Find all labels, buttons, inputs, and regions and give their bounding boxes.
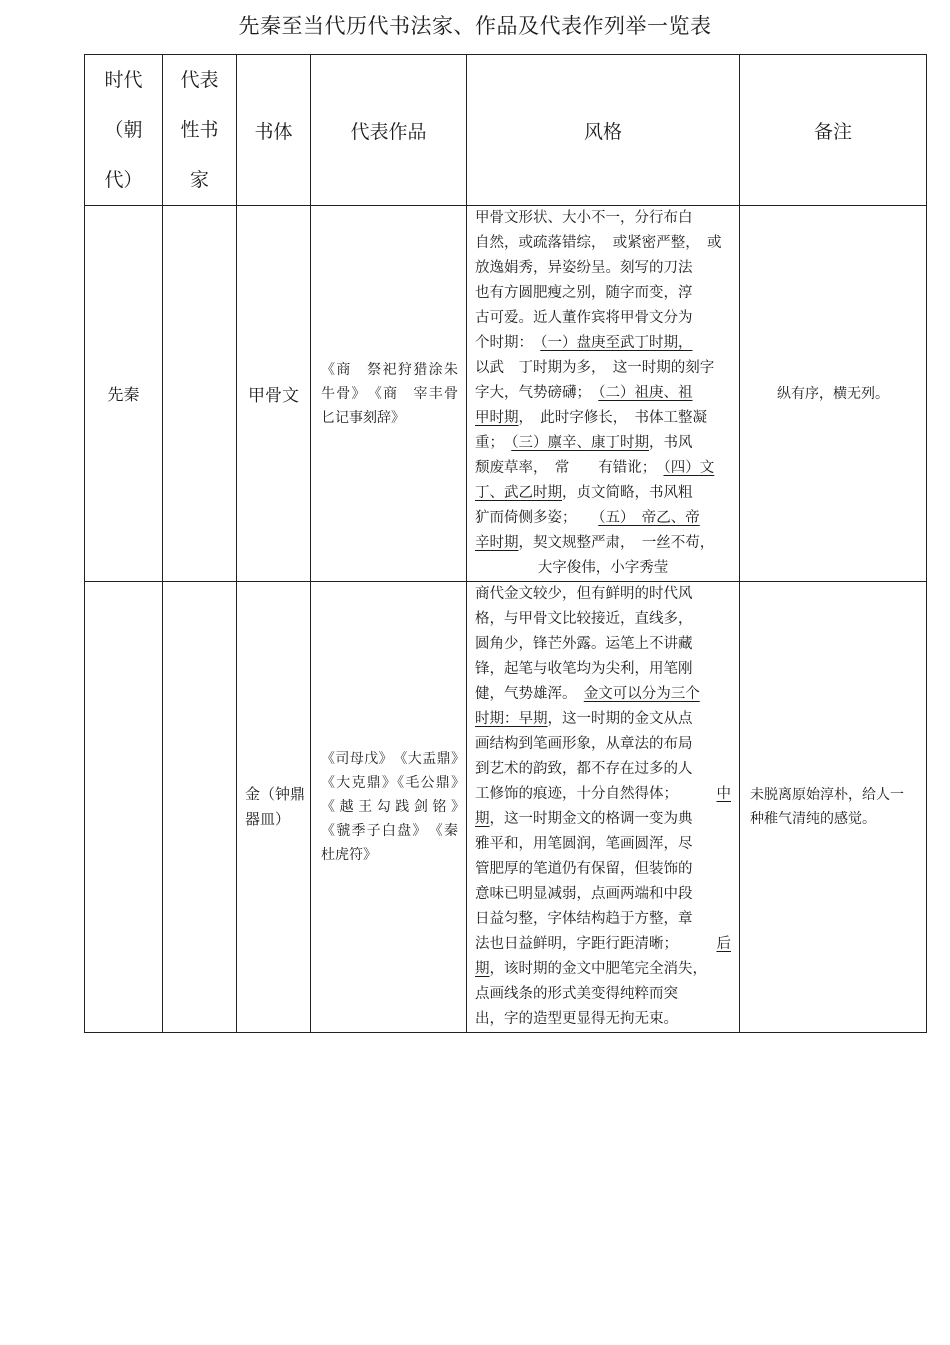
style-line: 大字俊伟，小字秀莹 <box>537 560 669 576</box>
style-line <box>475 331 731 356</box>
style-line: 商代金文较少，但有鲜明的时代风 <box>475 586 693 602</box>
style-line: 管肥厚的笔道仍有保留，但装饰的 <box>475 861 693 877</box>
cell-notes: 纵有序，横无列。 <box>740 206 927 582</box>
cell-dynasty <box>85 582 163 1033</box>
cell-works: 《商 祭祀狩猎涂朱牛骨》 《商 宰丰骨匕记事刻辞》 <box>311 206 467 582</box>
period-4-cont: 丁、武乙时期 <box>475 485 562 501</box>
style-line <box>475 531 731 556</box>
style-line <box>475 381 731 406</box>
style-line: 意味已明显减弱，点画两端和中段 <box>475 886 693 902</box>
style-text: 字大，气势磅礴； <box>475 385 599 401</box>
cell-calligrapher <box>163 582 237 1033</box>
style-line <box>475 506 731 531</box>
table-row <box>85 582 927 1033</box>
style-line <box>475 431 731 456</box>
period-5: （五） 帝乙、帝 <box>598 510 700 526</box>
header-calligrapher-line: 家 <box>189 169 209 191</box>
cell-script: 金（钟鼎器皿） <box>237 582 311 1033</box>
style-line <box>475 782 731 807</box>
style-line: 自然，或疏落错综， 或紧密严整， 或 <box>475 235 722 251</box>
calligraphy-table <box>84 54 927 1033</box>
periods-intro: 金文可以分为三个 <box>583 686 700 702</box>
style-line: 格，与甲骨文比较接近，直线多， <box>475 611 693 627</box>
style-text: 工修饰的痕迹，十分自然得体； <box>475 786 678 802</box>
style-line: 锋，起笔与收笔均为尖利，用笔刚 <box>475 661 693 677</box>
cell-script: 甲骨文 <box>237 206 311 582</box>
cell-dynasty: 先秦 <box>85 206 163 582</box>
period-late-cont: 期 <box>475 961 490 977</box>
style-line: 以武 丁时期为多， 这一时期的刻字 <box>475 360 715 376</box>
header-works: 代表作品 <box>311 55 467 206</box>
style-line: 古可爱。近人董作宾将甲骨文分为 <box>475 310 693 326</box>
cell-calligrapher <box>163 206 237 582</box>
style-line <box>475 456 731 481</box>
cell-notes: 未脱离原始淳朴，给人一种稚气清纯的感觉。 <box>740 582 927 1033</box>
header-calligrapher <box>163 55 237 206</box>
period-4: （四）文 <box>663 460 715 476</box>
style-line: 点画线条的形式美变得纯粹而突 <box>475 986 678 1002</box>
style-text: ，契文规整严肃， 一丝不苟， <box>518 535 715 551</box>
style-line: 甲骨文形状、大小不一，分行布白 <box>475 210 693 226</box>
style-line: 圆角少，锋芒外露。运笔上不讲藏 <box>475 636 693 652</box>
period-late: 后 <box>716 936 731 952</box>
style-text: 个时期： <box>475 335 541 351</box>
header-dynasty <box>85 55 163 206</box>
header-row <box>85 55 927 206</box>
style-line <box>475 932 731 957</box>
style-line <box>475 707 731 732</box>
header-calligrapher-line: 性书 <box>180 119 219 141</box>
style-line: 放逸娟秀，异姿纷呈。刻写的刀法 <box>475 260 693 276</box>
style-line <box>475 406 731 431</box>
header-dynasty-line: 时代 <box>104 69 143 91</box>
period-3: （三）廪辛、康丁时期 <box>511 435 649 451</box>
cell-style <box>467 206 740 582</box>
period-middle: 中 <box>716 786 731 802</box>
style-text: ，这一时期金文的格调一变为典 <box>489 811 693 827</box>
period-early: 时期：早期 <box>475 711 548 727</box>
style-line: 也有方圆肥瘦之别，随字而变，淳 <box>475 285 693 301</box>
header-style: 风格 <box>467 55 740 206</box>
style-text: ，书风 <box>649 435 693 451</box>
style-line: 日益匀整，字体结构趋于方整，章 <box>475 911 693 927</box>
cell-works: 《司母戊》 《大盂鼎》《大克鼎》《毛公鼎》 《越王勾践剑铭》 《虢季子白盘》 《秦杜虎符》 <box>311 582 467 1033</box>
style-line: 画结构到笔画形象，从章法的布局 <box>475 736 693 752</box>
header-dynasty-line: 代） <box>104 169 143 191</box>
header-script: 书体 <box>237 55 311 206</box>
style-text: 颓废草率， 常 有错讹； <box>475 460 664 476</box>
style-text: ，该时期的金文中肥笔完全消失， <box>489 961 707 977</box>
style-line <box>475 957 731 982</box>
period-1: （一）盘庚至武丁时期， <box>540 335 693 351</box>
style-text: 重； <box>475 435 512 451</box>
style-line: 雅平和，用笔圆润，笔画圆浑，尽 <box>475 836 693 852</box>
header-calligrapher-line: 代表 <box>180 69 219 91</box>
style-line <box>475 807 731 832</box>
document-title: 先秦至当代历代书法家、作品及代表作列举一览表 <box>238 14 712 38</box>
style-text: ，这一时期的金文从点 <box>547 711 693 727</box>
style-line <box>475 682 731 707</box>
period-2-cont: 甲时期 <box>475 410 519 426</box>
period-2: （二）祖庚、祖 <box>598 385 693 401</box>
style-text: 健，气势雄浑。 <box>475 686 584 702</box>
cell-style <box>467 582 740 1033</box>
style-text: 犷而倚侧多姿； <box>475 510 599 526</box>
style-text: ，贞文简略，书风粗 <box>562 485 693 501</box>
period-5-cont: 辛时期 <box>475 535 519 551</box>
style-line <box>475 481 731 506</box>
style-line: 到艺术的韵致，都不存在过多的人 <box>475 761 693 777</box>
header-notes: 备注 <box>740 55 927 206</box>
header-dynasty-line: （朝 <box>104 119 143 141</box>
period-middle-cont: 期 <box>475 811 490 827</box>
style-text: 法也日益鲜明，字距行距清晰； <box>475 936 678 952</box>
style-line: 出，字的造型更显得无拘无束。 <box>475 1011 678 1027</box>
style-text: ， 此时字修长， 书体工整凝 <box>518 410 707 426</box>
table-row <box>85 206 927 582</box>
